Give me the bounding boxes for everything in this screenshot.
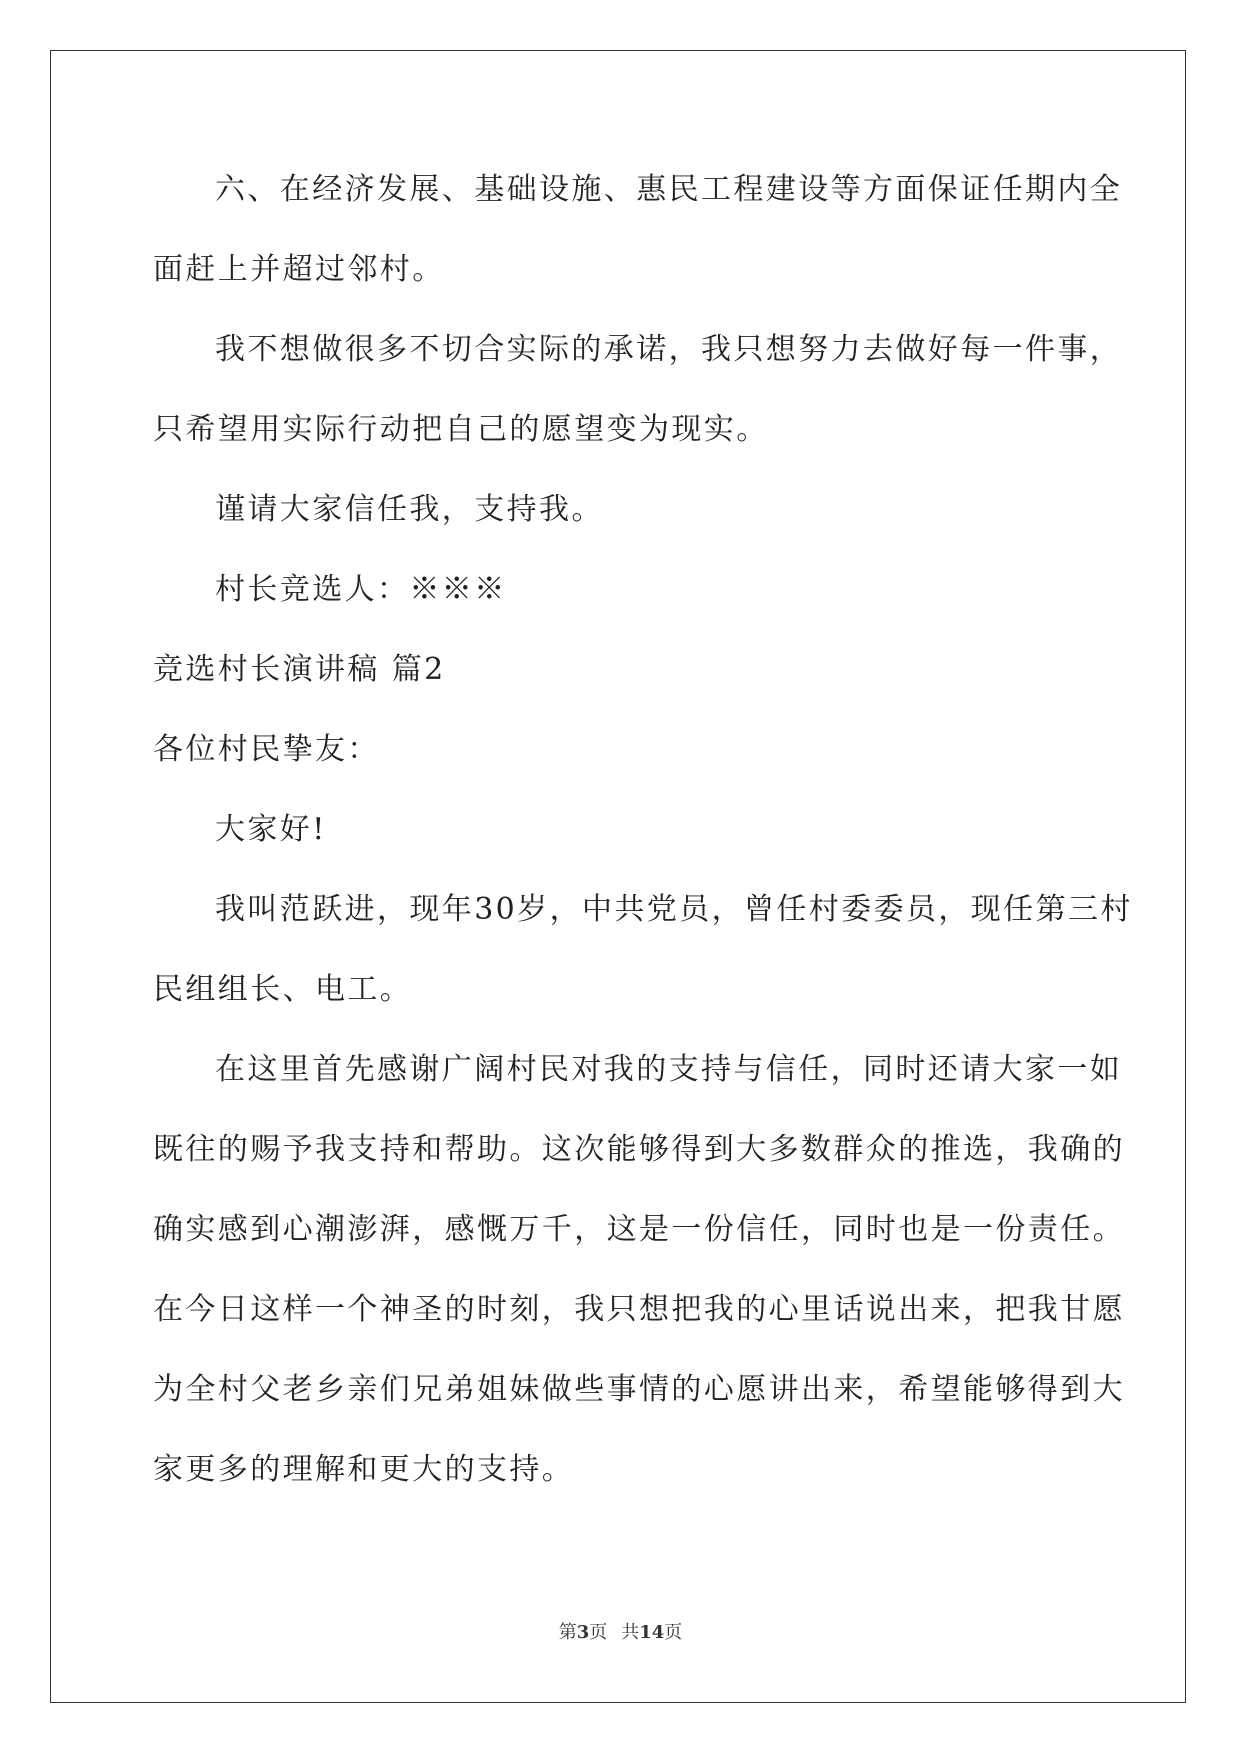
salutation: 各位村民挚友：	[153, 732, 380, 767]
paragraph-line: 家更多的理解和更大的支持。	[153, 1452, 575, 1487]
page-prefix: 第	[558, 1622, 577, 1643]
greeting: 大家好!	[215, 812, 327, 847]
total-prefix: 共	[621, 1622, 640, 1643]
paragraph-line: 面赶上并超过邻村。	[153, 252, 445, 287]
paragraph-line: 我不想做很多不切合实际的承诺，我只想努力去做好每一件事，	[215, 332, 1123, 367]
paragraph-line: 在今日这样一个神圣的时刻，我只想把我的心里话说出来，把我甘愿	[153, 1292, 1125, 1327]
page-footer	[0, 1618, 1241, 1644]
signature-line: 村长竞选人：※※※	[215, 572, 507, 607]
page-current-number: 3	[576, 1622, 590, 1643]
page-suffix: 页	[589, 1622, 608, 1643]
paragraph-line: 六、在经济发展、基础设施、惠民工程建设等方面保证任期内全	[215, 172, 1123, 207]
paragraph-line: 为全村父老乡亲们兄弟姐妹做些事情的心愿讲出来，希望能够得到大	[153, 1372, 1125, 1407]
paragraph-line: 确实感到心潮澎湃，感慨万千，这是一份信任，同时也是一份责任。	[153, 1212, 1125, 1247]
page-total-number: 14	[639, 1622, 665, 1643]
paragraph-line: 谨请大家信任我，支持我。	[215, 492, 604, 527]
paragraph-line: 既往的赐予我支持和帮助。这次能够得到大多数群众的推选，我确的	[153, 1132, 1125, 1167]
section-heading: 竞选村长演讲稿 篇2	[153, 652, 446, 687]
paragraph-line: 在这里首先感谢广阔村民对我的支持与信任，同时还请大家一如	[215, 1052, 1123, 1087]
paragraph-line: 我叫范跃进，现年30岁，中共党员，曾任村委委员，现任第三村	[215, 892, 1133, 927]
total-suffix: 页	[664, 1622, 683, 1643]
paragraph-line: 只希望用实际行动把自己的愿望变为现实。	[153, 412, 769, 447]
paragraph-line: 民组组长、电工。	[153, 972, 413, 1007]
document-body	[153, 150, 1133, 1510]
